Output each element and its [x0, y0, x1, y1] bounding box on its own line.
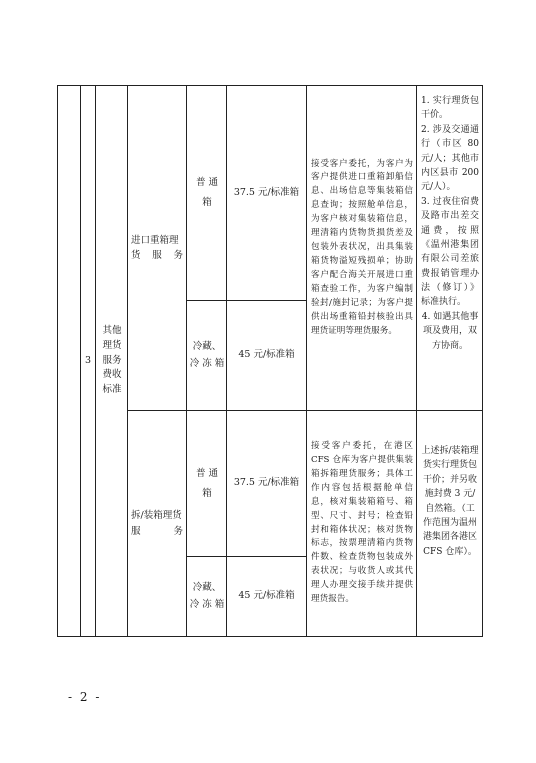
- category-label: 其他理货服务费收标准: [102, 325, 122, 396]
- note-item: 上述拆/装箱理货实行理货包干价；并另收施封费 3 元/自然箱。（工作范围为温州港集团各港区 CFS 仓库）。: [421, 446, 479, 557]
- container-type-normal: 普 通 箱: [195, 177, 219, 208]
- table-col-divider: [127, 85, 128, 637]
- price-normal: 37.5 元/标准箱: [233, 186, 300, 198]
- table-col-divider: [416, 85, 417, 637]
- note-item: 2. 涉及交通通行（市区 80 元/人；其他市内区县市 200 元/人）。: [421, 124, 479, 193]
- table-border-right: [482, 85, 483, 637]
- container-type-reefer: 冷藏、冷 冻 箱: [189, 582, 225, 610]
- service-name: 拆/装箱理货服务: [131, 510, 183, 537]
- table-col-divider: [186, 85, 187, 637]
- price-reefer: 45 元/标准箱: [238, 349, 295, 361]
- row-number: 3: [84, 354, 92, 366]
- note-item: 1. 实行理货包干价。: [421, 96, 479, 121]
- container-type-normal: 普 通 箱: [195, 467, 219, 499]
- price-normal: 37.5 元/标准箱: [233, 477, 300, 489]
- table-col-divider: [306, 85, 307, 637]
- service-name: 进口重箱理货服务: [131, 234, 183, 261]
- note-item: 4. 如遇其他事项及费用，双方协商。: [421, 311, 479, 351]
- service-notes: [421, 94, 479, 353]
- service-notes: [421, 444, 479, 559]
- price-reefer: 45 元/标准箱: [238, 590, 295, 602]
- table-border-bottom: [57, 636, 483, 637]
- service-description: 接受客户委托，为客户为客户提供进口重箱卸船信息、出场信息等集装箱信息查询；按照舱单信息，为客户核对集装箱信息，理清箱内货物货损货差及包装外表状况，出具集装箱货物溢短残损单；协助客户配合海关开展进口重箱查验工作，为客户编制验封/施封记录；为客户提供出场重箱铅封核验出具理货证明等理货服务。: [311, 158, 413, 336]
- note-item: 3. 过夜住宿费及路市出差交通费，按照《温州港集团有限公司差旅费报销管理办法（修订）》标准执行。: [421, 196, 479, 308]
- service-description: 接受客户委托，在港区 CFS 仓库为客户提供集装箱拆箱理货服务；具体工作内容包括根据舱单信息，核对集装箱箱号、箱型、尺寸、封号；检查铅封和箱体状况；核对货物标志，按票理清箱内货物件数、检查货物包装成外表状况；与收货人或其代理人办理交接手续并提供理货报告。: [311, 440, 413, 605]
- container-type-reefer: 冷藏、冷 冻 箱: [189, 341, 225, 369]
- table-border-left: [57, 85, 58, 637]
- table-col-divider: [95, 85, 96, 637]
- page-number: - 2 -: [68, 690, 102, 704]
